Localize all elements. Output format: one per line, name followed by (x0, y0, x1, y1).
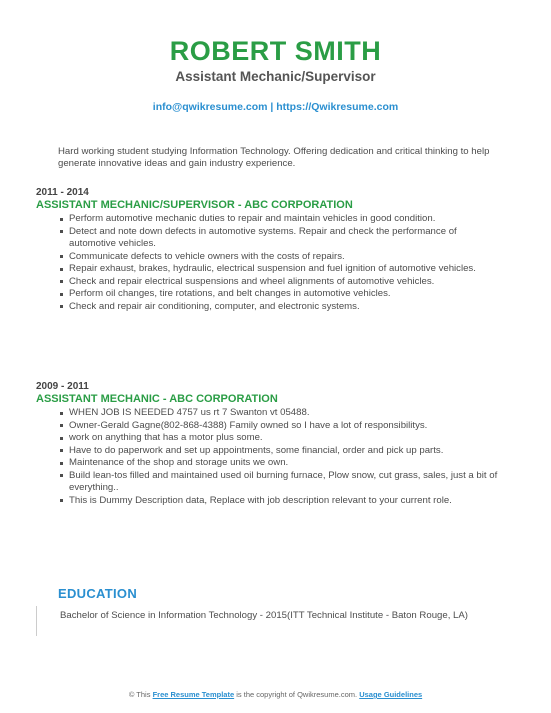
list-item: Perform oil changes, tire rotations, and belt changes in automotive vehicles. (60, 288, 506, 301)
list-item: Detect and note down defects in automotive systems. Repair and check the performance of automotive vehicles. (60, 226, 506, 251)
bullet-icon (60, 437, 63, 440)
contact-separator: | (270, 101, 274, 113)
experience-entry-1 (36, 187, 506, 313)
contact-line (0, 101, 551, 113)
education-heading: EDUCATION (58, 586, 138, 601)
footer (0, 690, 551, 700)
list-item: Repair exhaust, brakes, hydraulic, electrical suspension and fuel ignition of automotive vehicles. (60, 263, 506, 276)
bullet-icon (60, 218, 63, 221)
job-dates: 2011 - 2014 (36, 187, 89, 198)
bullet-icon (60, 462, 63, 465)
website-link[interactable]: https://Qwikresume.com (276, 101, 399, 113)
list-item: Owner-Gerald Gagne(802-868-4388) Family owned so I have a lot of responsibilitys. (60, 420, 506, 433)
email-link[interactable]: info@qwikresume.com (152, 101, 268, 113)
bullet-icon (60, 268, 63, 271)
list-item: Perform automotive mechanic duties to repair and maintain vehicles in good condition. (60, 213, 506, 226)
bullet-icon (60, 280, 63, 283)
list-item: WHEN JOB IS NEEDED 4757 us rt 7 Swanton vt 05488. (60, 407, 506, 420)
usage-guidelines-link[interactable]: Usage Guidelines (359, 690, 423, 699)
education-divider (36, 606, 37, 636)
candidate-title: Assistant Mechanic/Supervisor (175, 69, 376, 84)
summary-text: Hard working student studying Information Technology. Offering dedication and critical thinking to help generate innovative ideas and gain industry experience. (58, 146, 490, 169)
bullet-icon (60, 474, 63, 477)
candidate-name: ROBERT SMITH (169, 36, 382, 66)
education-entry: Bachelor of Science in Information Technology - 2015(ITT Technical Institute - Baton Rouge, LA) (60, 610, 468, 621)
bullet-icon (60, 305, 63, 308)
job-role: ASSISTANT MECHANIC - ABC CORPORATION (36, 393, 278, 405)
list-item: Communicate defects to vehicle owners with the costs of repairs. (60, 251, 506, 264)
bullet-icon (60, 449, 63, 452)
footer-middle: is the copyright of Qwikresume.com. (236, 690, 358, 699)
list-item: This is Dummy Description data, Replace with job description relevant to your current role. (60, 495, 506, 508)
list-item: work on anything that has a motor plus some. (60, 432, 506, 445)
bullet-icon (60, 424, 63, 427)
job-dates: 2009 - 2011 (36, 381, 89, 392)
bullet-icon (60, 255, 63, 258)
list-item: Check and repair electrical suspensions and wheel alignments of automotive vehicles. (60, 276, 506, 289)
footer-prefix: © This (128, 690, 151, 699)
list-item: Have to do paperwork and set up appointments, some financial, order and pick up parts. (60, 445, 506, 458)
bullet-icon (60, 499, 63, 502)
list-item: Check and repair air conditioning, computer, and electronic systems. (60, 301, 506, 314)
experience-entry-2 (36, 381, 506, 507)
bullet-icon (60, 230, 63, 233)
bullet-icon (60, 293, 63, 296)
free-resume-template-link[interactable]: Free Resume Template (152, 690, 235, 699)
bullet-icon (60, 412, 63, 415)
job-bullets (36, 407, 506, 507)
list-item: Maintenance of the shop and storage units we own. (60, 457, 506, 470)
list-item: Build lean-tos filled and maintained used oil burning furnace, Plow snow, cut grass, sales, just a bit of everything.. (60, 470, 506, 495)
job-role: ASSISTANT MECHANIC/SUPERVISOR - ABC CORPORATION (36, 199, 353, 211)
job-bullets (36, 213, 506, 313)
